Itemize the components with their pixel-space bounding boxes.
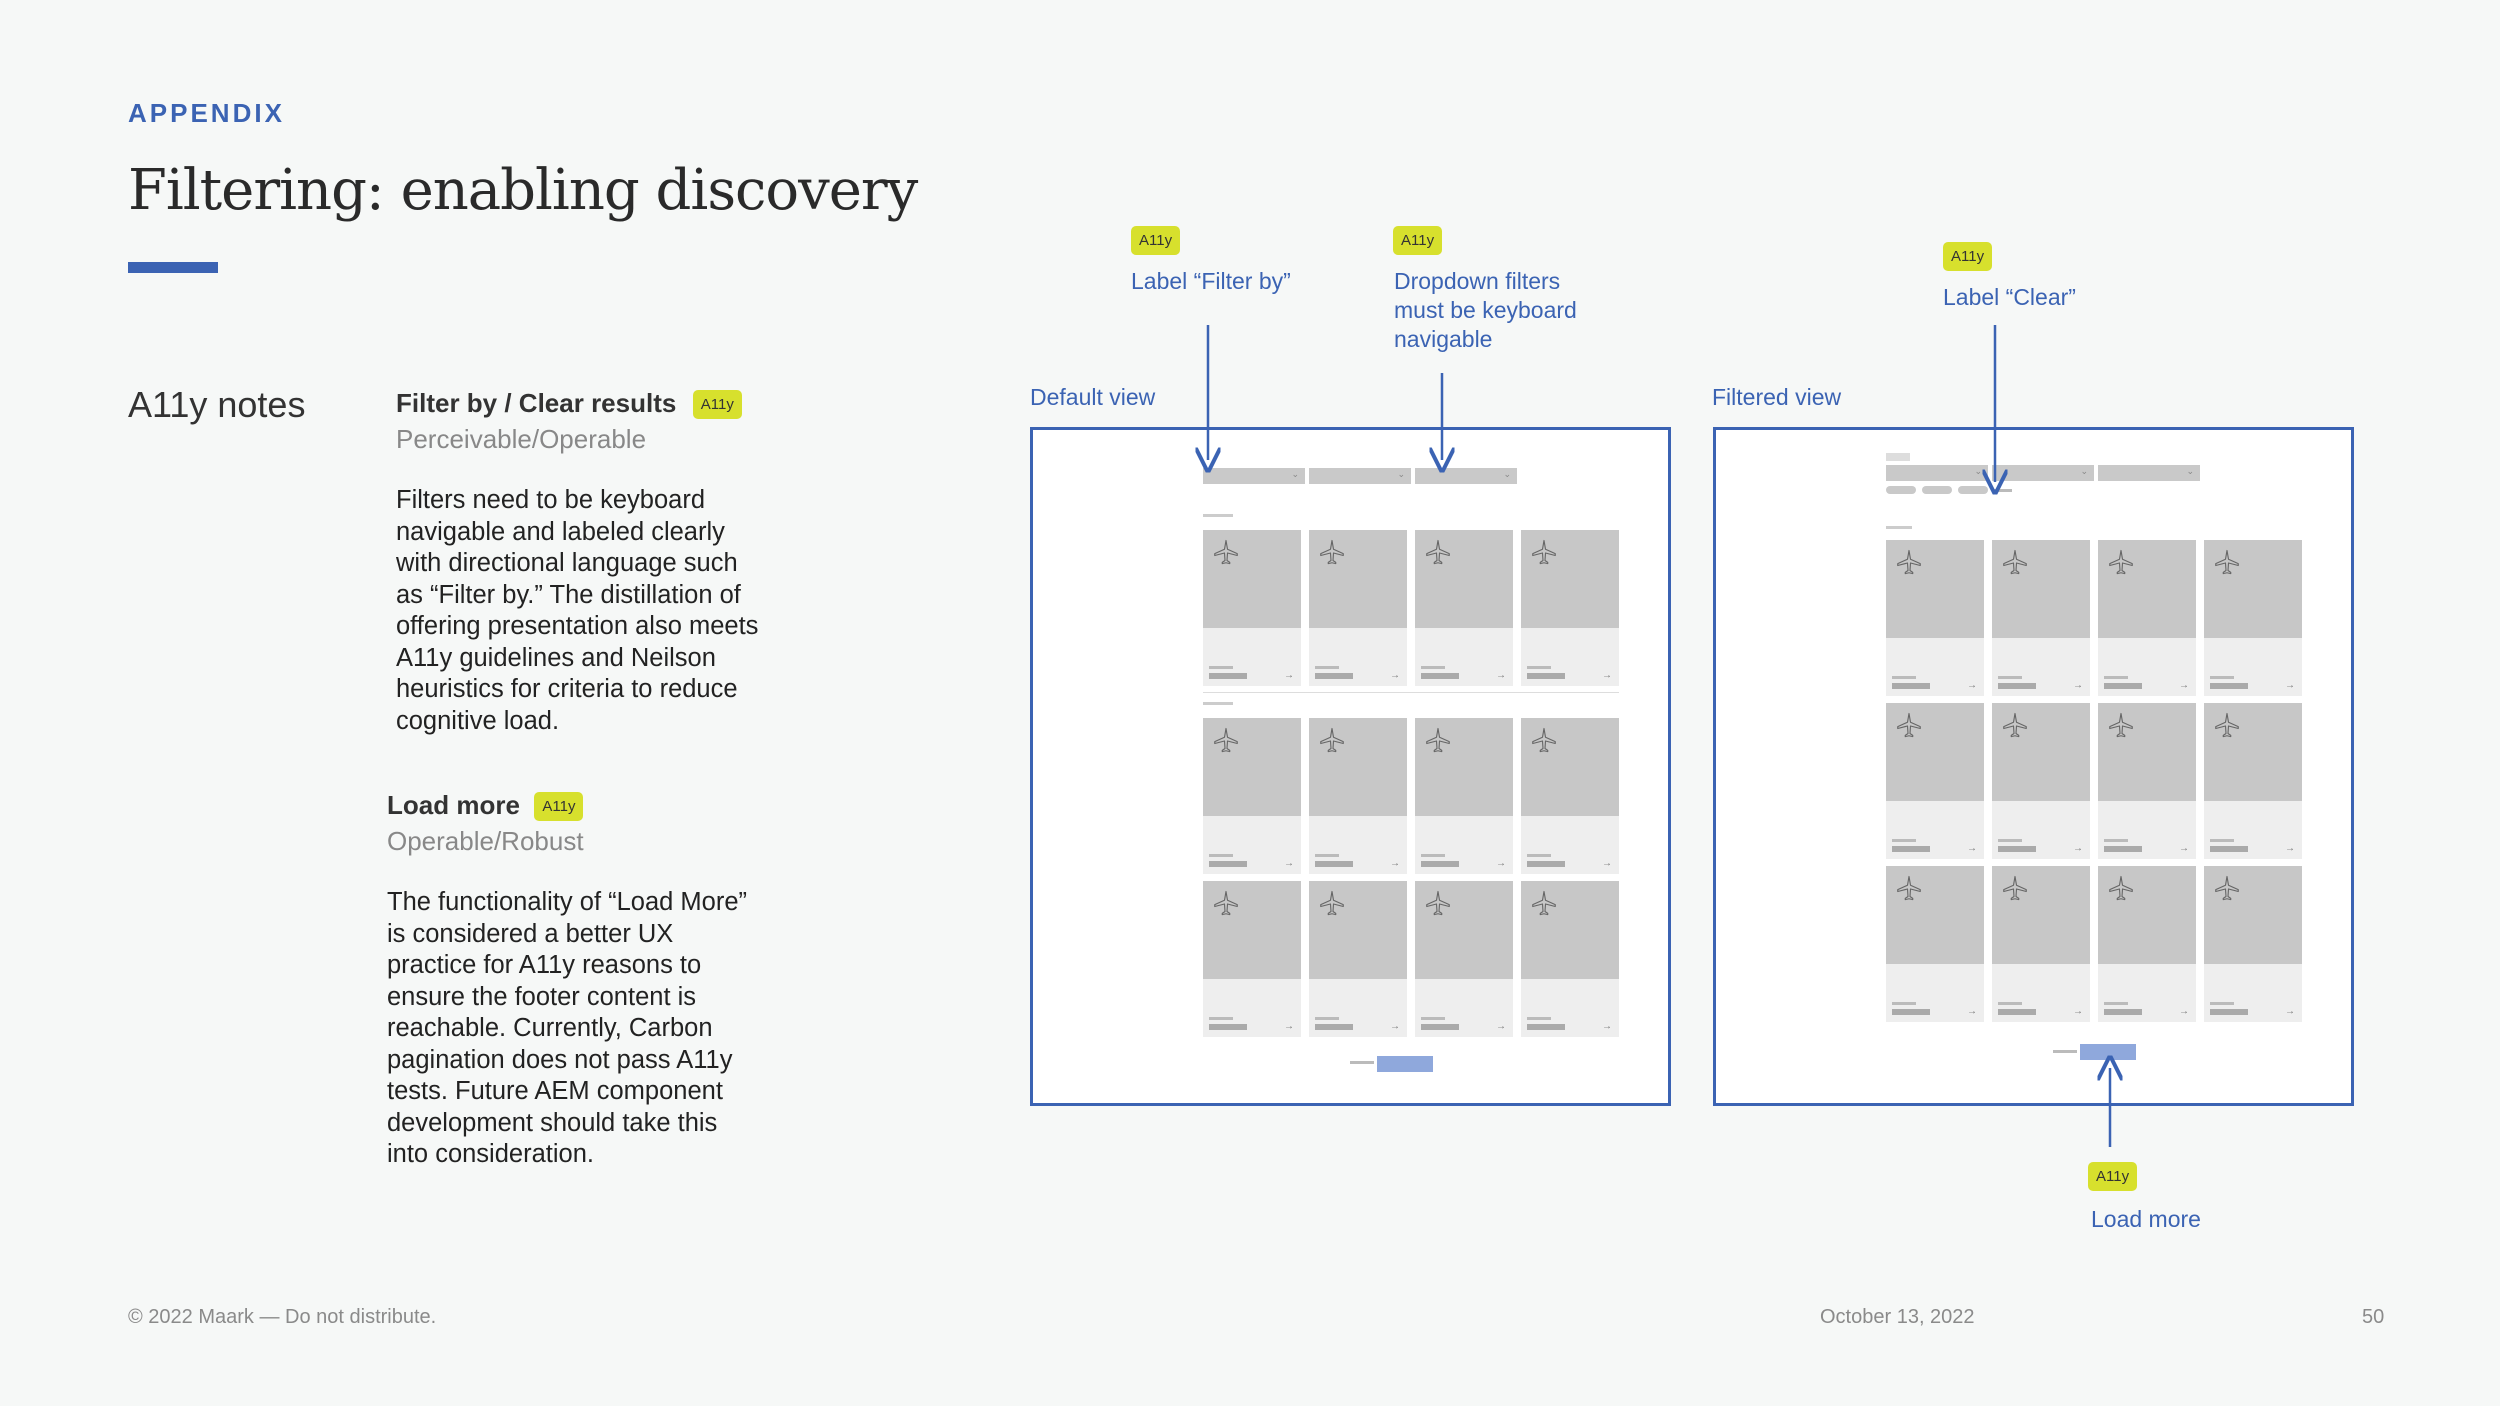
annotation-clear: Label “Clear” [1943, 284, 2076, 310]
copyright: © 2022 Maark — Do not distribute. [128, 1306, 437, 1328]
body-line: cognitive load. [396, 706, 560, 735]
page-title: Filtering: enabling discovery [128, 158, 918, 223]
a11y-badge: A11y [1943, 242, 1992, 271]
chevron-down-icon: ⌄ [1397, 469, 1405, 479]
arrow-right-icon: → [1602, 670, 1612, 681]
default-view-label: Default view [1030, 384, 1156, 410]
arrow-right-icon: → [1967, 843, 1977, 854]
arrow-right-icon: → [2179, 843, 2189, 854]
page-number: 50 [2362, 1306, 2385, 1328]
arrow-right-icon: → [2285, 843, 2295, 854]
body-line: as “Filter by.” The distillation of [396, 580, 741, 609]
arrow-right-icon: → [2073, 1006, 2083, 1017]
a11y-badge: A11y [534, 792, 583, 821]
body-line: heuristics for criteria to reduce [396, 675, 738, 703]
arrow-right-icon: → [1284, 670, 1294, 681]
body-line: The functionality of “Load More” [387, 888, 748, 916]
body-line: offering presentation also meets [396, 612, 759, 640]
arrow-right-icon: → [1390, 670, 1400, 681]
body-line: pagination does not pass A11y [387, 1045, 733, 1074]
eyebrow: APPENDIX [128, 98, 285, 128]
arrow-right-icon: → [1496, 670, 1506, 681]
arrow-right-icon: → [1967, 1006, 1977, 1017]
body-line: A11y guidelines and Neilson [396, 643, 716, 672]
filter-note-subtitle: Perceivable/Operable [396, 424, 647, 454]
chevron-down-icon: ⌄ [1503, 469, 1511, 479]
chevron-down-icon: ⌄ [2080, 466, 2088, 476]
a11y-badge: A11y [1393, 226, 1442, 255]
chevron-down-icon: ⌄ [1291, 469, 1299, 479]
body-line: development should take this [387, 1108, 718, 1137]
arrow-right-icon: → [1284, 1021, 1294, 1032]
a11y-badge: A11y [693, 390, 742, 419]
arrow-right-icon: → [1967, 680, 1977, 691]
footer-date: October 13, 2022 [1820, 1306, 1975, 1328]
annotation-line: navigable [1394, 326, 1493, 352]
annotation-filter-by: Label “Filter by” [1131, 268, 1291, 294]
load-note-title: Load more [387, 790, 520, 820]
arrow-right-icon: → [2285, 680, 2295, 691]
annotation-line: Dropdown filters [1394, 268, 1561, 294]
filter-note-title: Filter by / Clear results [396, 388, 677, 418]
arrow-right-icon: → [1390, 1021, 1400, 1032]
arrow-right-icon: → [1284, 858, 1294, 869]
annotation-line: must be keyboard [1394, 297, 1577, 323]
body-line: into consideration. [387, 1140, 594, 1168]
body-line: practice for A11y reasons to [387, 951, 702, 979]
arrow-right-icon: → [1602, 1021, 1612, 1032]
annotation-load-more: Load more [2091, 1206, 2201, 1232]
arrow-right-icon: → [2179, 680, 2189, 691]
body-line: navigable and labeled clearly [396, 517, 725, 546]
body-line: Filters need to be keyboard [396, 486, 706, 514]
body-line: with directional language such [396, 549, 738, 577]
arrow-right-icon: → [2179, 1006, 2189, 1017]
chevron-down-icon: ⌄ [1974, 466, 1982, 476]
arrow-right-icon: → [1390, 858, 1400, 869]
load-note-subtitle: Operable/Robust [387, 826, 584, 856]
arrow-right-icon: → [2285, 1006, 2295, 1017]
a11y-badge: A11y [2088, 1162, 2137, 1191]
body-line: tests. Future AEM component [387, 1077, 723, 1105]
chevron-down-icon: ⌄ [2186, 466, 2194, 476]
arrow-right-icon: → [1496, 858, 1506, 869]
a11y-badge: A11y [1131, 226, 1180, 255]
arrow-right-icon: → [1602, 858, 1612, 869]
notes-label: A11y notes [128, 384, 306, 425]
body-line: reachable. Currently, Carbon [387, 1014, 713, 1042]
filtered-view-label: Filtered view [1712, 384, 1842, 410]
arrow-right-icon: → [2073, 843, 2083, 854]
body-line: is considered a better UX [387, 919, 674, 948]
arrow-right-icon: → [1496, 1021, 1506, 1032]
body-line: ensure the footer content is [387, 982, 697, 1011]
arrow-right-icon: → [2073, 680, 2083, 691]
